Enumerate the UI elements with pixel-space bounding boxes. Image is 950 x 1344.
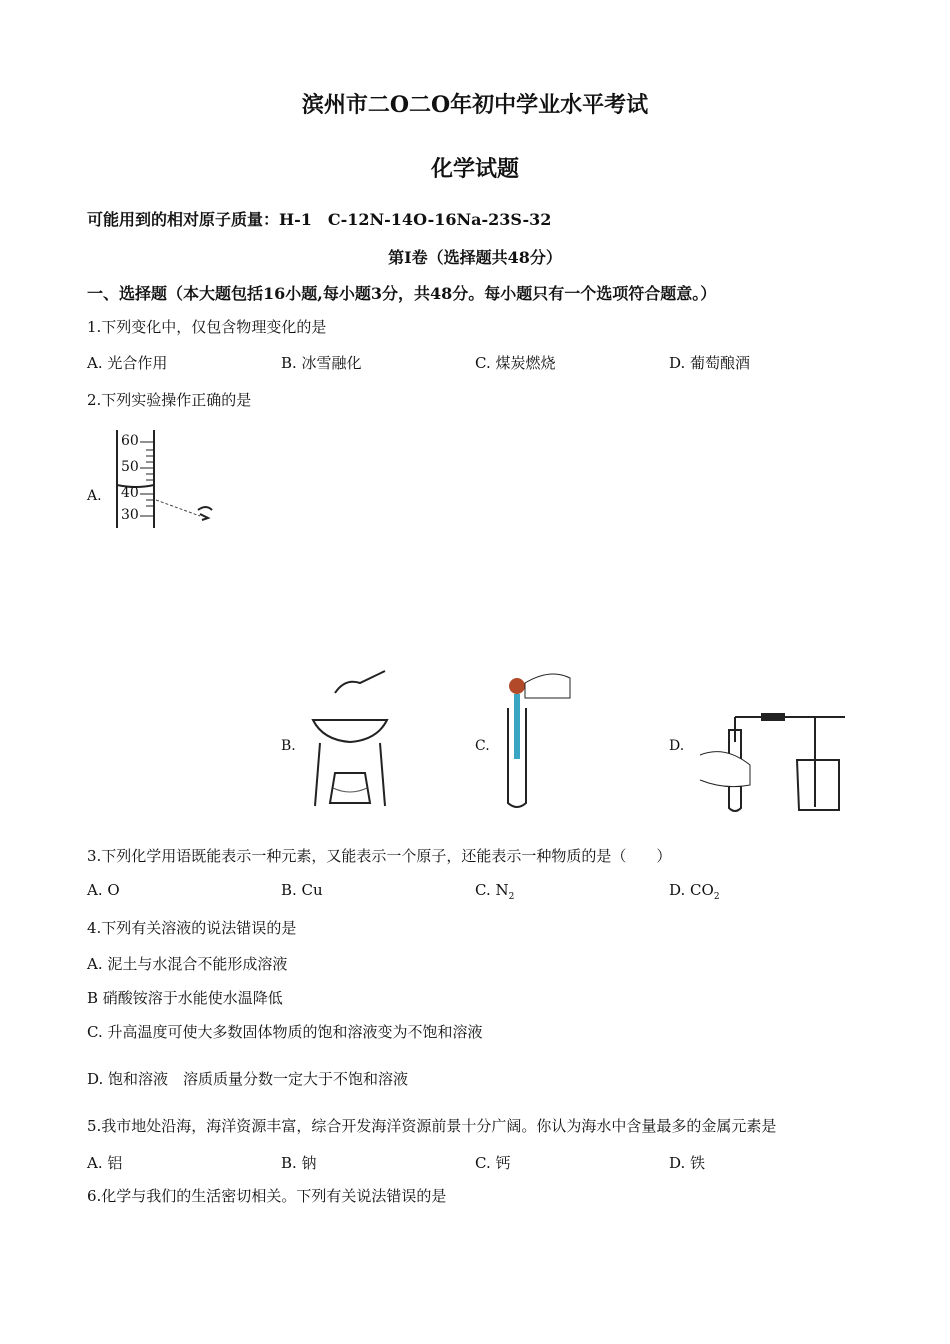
section-heading: 一、选择题（本大题包括16小题,每小题3分，共48分。每小题只有一个选项符合题意。） [87,284,717,303]
q3-option-c: C. $N_2$ [475,881,515,902]
volume-heading: 第I卷（选择题共48分） [388,248,562,267]
exam-title: 滨州市二O二O年初中学业水平考试 [301,92,649,118]
q4-option-c: C. 升高温度可使大多数固体物质的饱和溶液变为不饱和溶液 [87,1023,483,1041]
tick-60: 60 [121,433,139,449]
q2-option-b: B. [281,738,296,754]
evaporating-dish-figure [305,668,395,817]
q3-stem: 3.下列化学用语既能表示一种元素，又能表示一个原子，还能表示一种物质的是（ ） [87,847,672,865]
q5-option-d: D. 铁 [669,1154,706,1172]
eye-icon [198,507,212,520]
q3-option-d: D. $CO_2$ [669,881,720,902]
q5-option-c: C. 钙 [475,1154,511,1172]
airtightness-check-figure [695,705,845,819]
q4-option-d: D. 饱和溶液 溶质质量分数一定大于不饱和溶液 [87,1070,409,1088]
tick-40: 40 [121,485,139,501]
q1-option-a: A. 光合作用 [87,354,168,372]
tick-50: 50 [121,459,139,475]
q1-stem: 1.下列变化中，仅包含物理变化的是 [87,318,327,336]
q2-option-a: A. [87,488,102,504]
q5-stem: 5.我市地处沿海，海洋资源丰富，综合开发海洋资源前景十分广阔。你认为海水中含量最多的金属元素是 [87,1117,777,1135]
q1-option-d: D. 葡萄酿酒 [669,354,751,372]
q4-stem: 4.下列有关溶液的说法错误的是 [87,919,297,937]
dropper-test-tube-figure [500,668,575,817]
atomic-masses: 可能用到的相对原子质量：H-1 C-12N-14O-16Na-23S-32 [87,210,552,229]
q2-option-c: C. [475,738,490,754]
q3-option-a: A. O [87,881,120,899]
q3-option-b: B. Cu [281,881,323,899]
exam-subtitle: 化学试题 [430,156,519,182]
q4-option-b: B 硝酸铵溶于水能使水温降低 [87,989,283,1007]
q2-option-d: D. [669,738,685,754]
q5-option-a: A. 铝 [87,1154,123,1172]
q6-stem: 6.化学与我们的生活密切相关。下列有关说法错误的是 [87,1187,447,1205]
q1-option-c: C. 煤炭燃烧 [475,354,556,372]
q2-stem: 2.下列实验操作正确的是 [87,391,252,409]
q1-option-b: B. 冰雪融化 [281,354,362,372]
tick-30: 30 [121,507,139,523]
q4-option-a: A. 泥土与水混合不能形成溶液 [87,955,288,973]
graduated-cylinder-figure [112,430,222,530]
q5-option-b: B. 钠 [281,1154,317,1172]
